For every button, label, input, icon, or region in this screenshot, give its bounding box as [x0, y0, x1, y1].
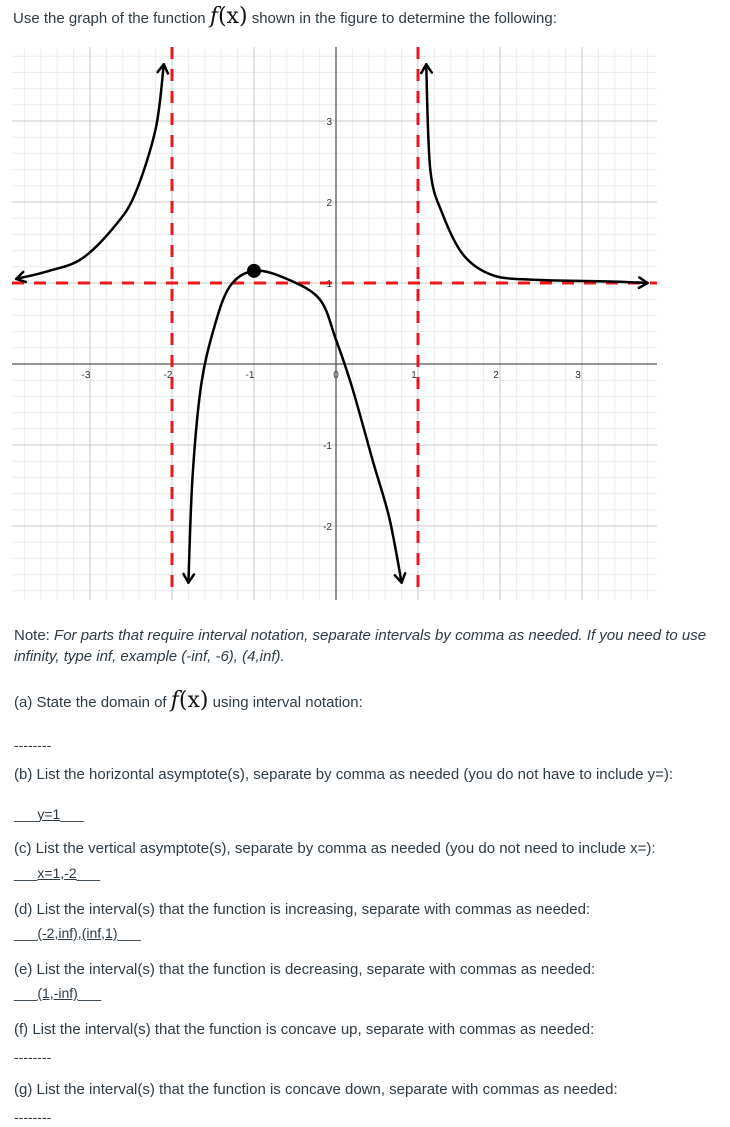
question-e: (e) List the interval(s) that the function is decreasing, separate with commas as needed: — [14, 961, 596, 978]
answer-e[interactable]: ___(1,-inf)___ — [14, 985, 102, 1001]
graph-axes — [12, 47, 657, 600]
answer-d[interactable]: ___(-2,inf),(inf,1)___ — [14, 925, 141, 941]
y-tick-label: 1 — [326, 279, 332, 290]
x-tick-label: 1 — [411, 370, 417, 381]
y-tick-label: 2 — [326, 198, 332, 209]
x-tick-label: 2 — [493, 370, 499, 381]
note — [14, 625, 726, 667]
answer-b[interactable]: ___y=1___ — [14, 806, 84, 822]
question-c: (c) List the vertical asymptote(s), separate by comma as needed (you do not need to include x=): — [14, 840, 656, 857]
x-tick-label: 0 — [333, 370, 339, 381]
question-d: (d) List the interval(s) that the function is increasing, separate with commas as needed: — [14, 901, 591, 918]
question-f: (f) List the interval(s) that the function is concave up, separate with commas as needed: — [14, 1021, 595, 1038]
y-tick-label: -2 — [323, 522, 332, 533]
local-max-point — [247, 264, 261, 278]
function-curves — [16, 64, 647, 582]
x-tick-label: -3 — [81, 370, 91, 381]
answer-a[interactable]: -------- — [14, 737, 52, 753]
curve-branch-2 — [188, 271, 401, 583]
x-tick-label: 3 — [575, 370, 581, 381]
function-symbol: f(x) — [170, 688, 209, 713]
x-tick-label: -1 — [245, 370, 255, 381]
y-tick-label: 3 — [326, 117, 332, 128]
question-a: (a) State the domain of f(x) using interval notation: — [14, 688, 363, 713]
question-b: (b) List the horizontal asymptote(s), separate by comma as needed (you do not have to include y=): — [14, 766, 674, 783]
answer-f[interactable]: -------- — [14, 1049, 52, 1065]
question-g: (g) List the interval(s) that the function is concave down, separate with commas as needed: — [14, 1081, 618, 1098]
asymptote-lines — [12, 47, 657, 594]
x-tick-label: -2 — [163, 370, 173, 381]
intro-before: Use the graph of the function — [13, 10, 206, 27]
note-label: Note: — [14, 627, 50, 644]
graph-grid — [12, 47, 657, 600]
intro-text — [13, 4, 557, 29]
function-graph — [0, 40, 730, 605]
answer-c[interactable]: ___x=1,-2___ — [14, 865, 101, 881]
y-tick-label: -1 — [323, 441, 332, 452]
intro-after: shown in the figure to determine the following: — [251, 10, 557, 27]
note-text: For parts that require interval notation, separate intervals by comma as needed. If you need to use infinity, type inf, example (-inf, -6), (4,inf). — [14, 627, 707, 665]
answer-g[interactable]: -------- — [14, 1109, 52, 1125]
function-symbol: f(x) — [209, 4, 248, 29]
